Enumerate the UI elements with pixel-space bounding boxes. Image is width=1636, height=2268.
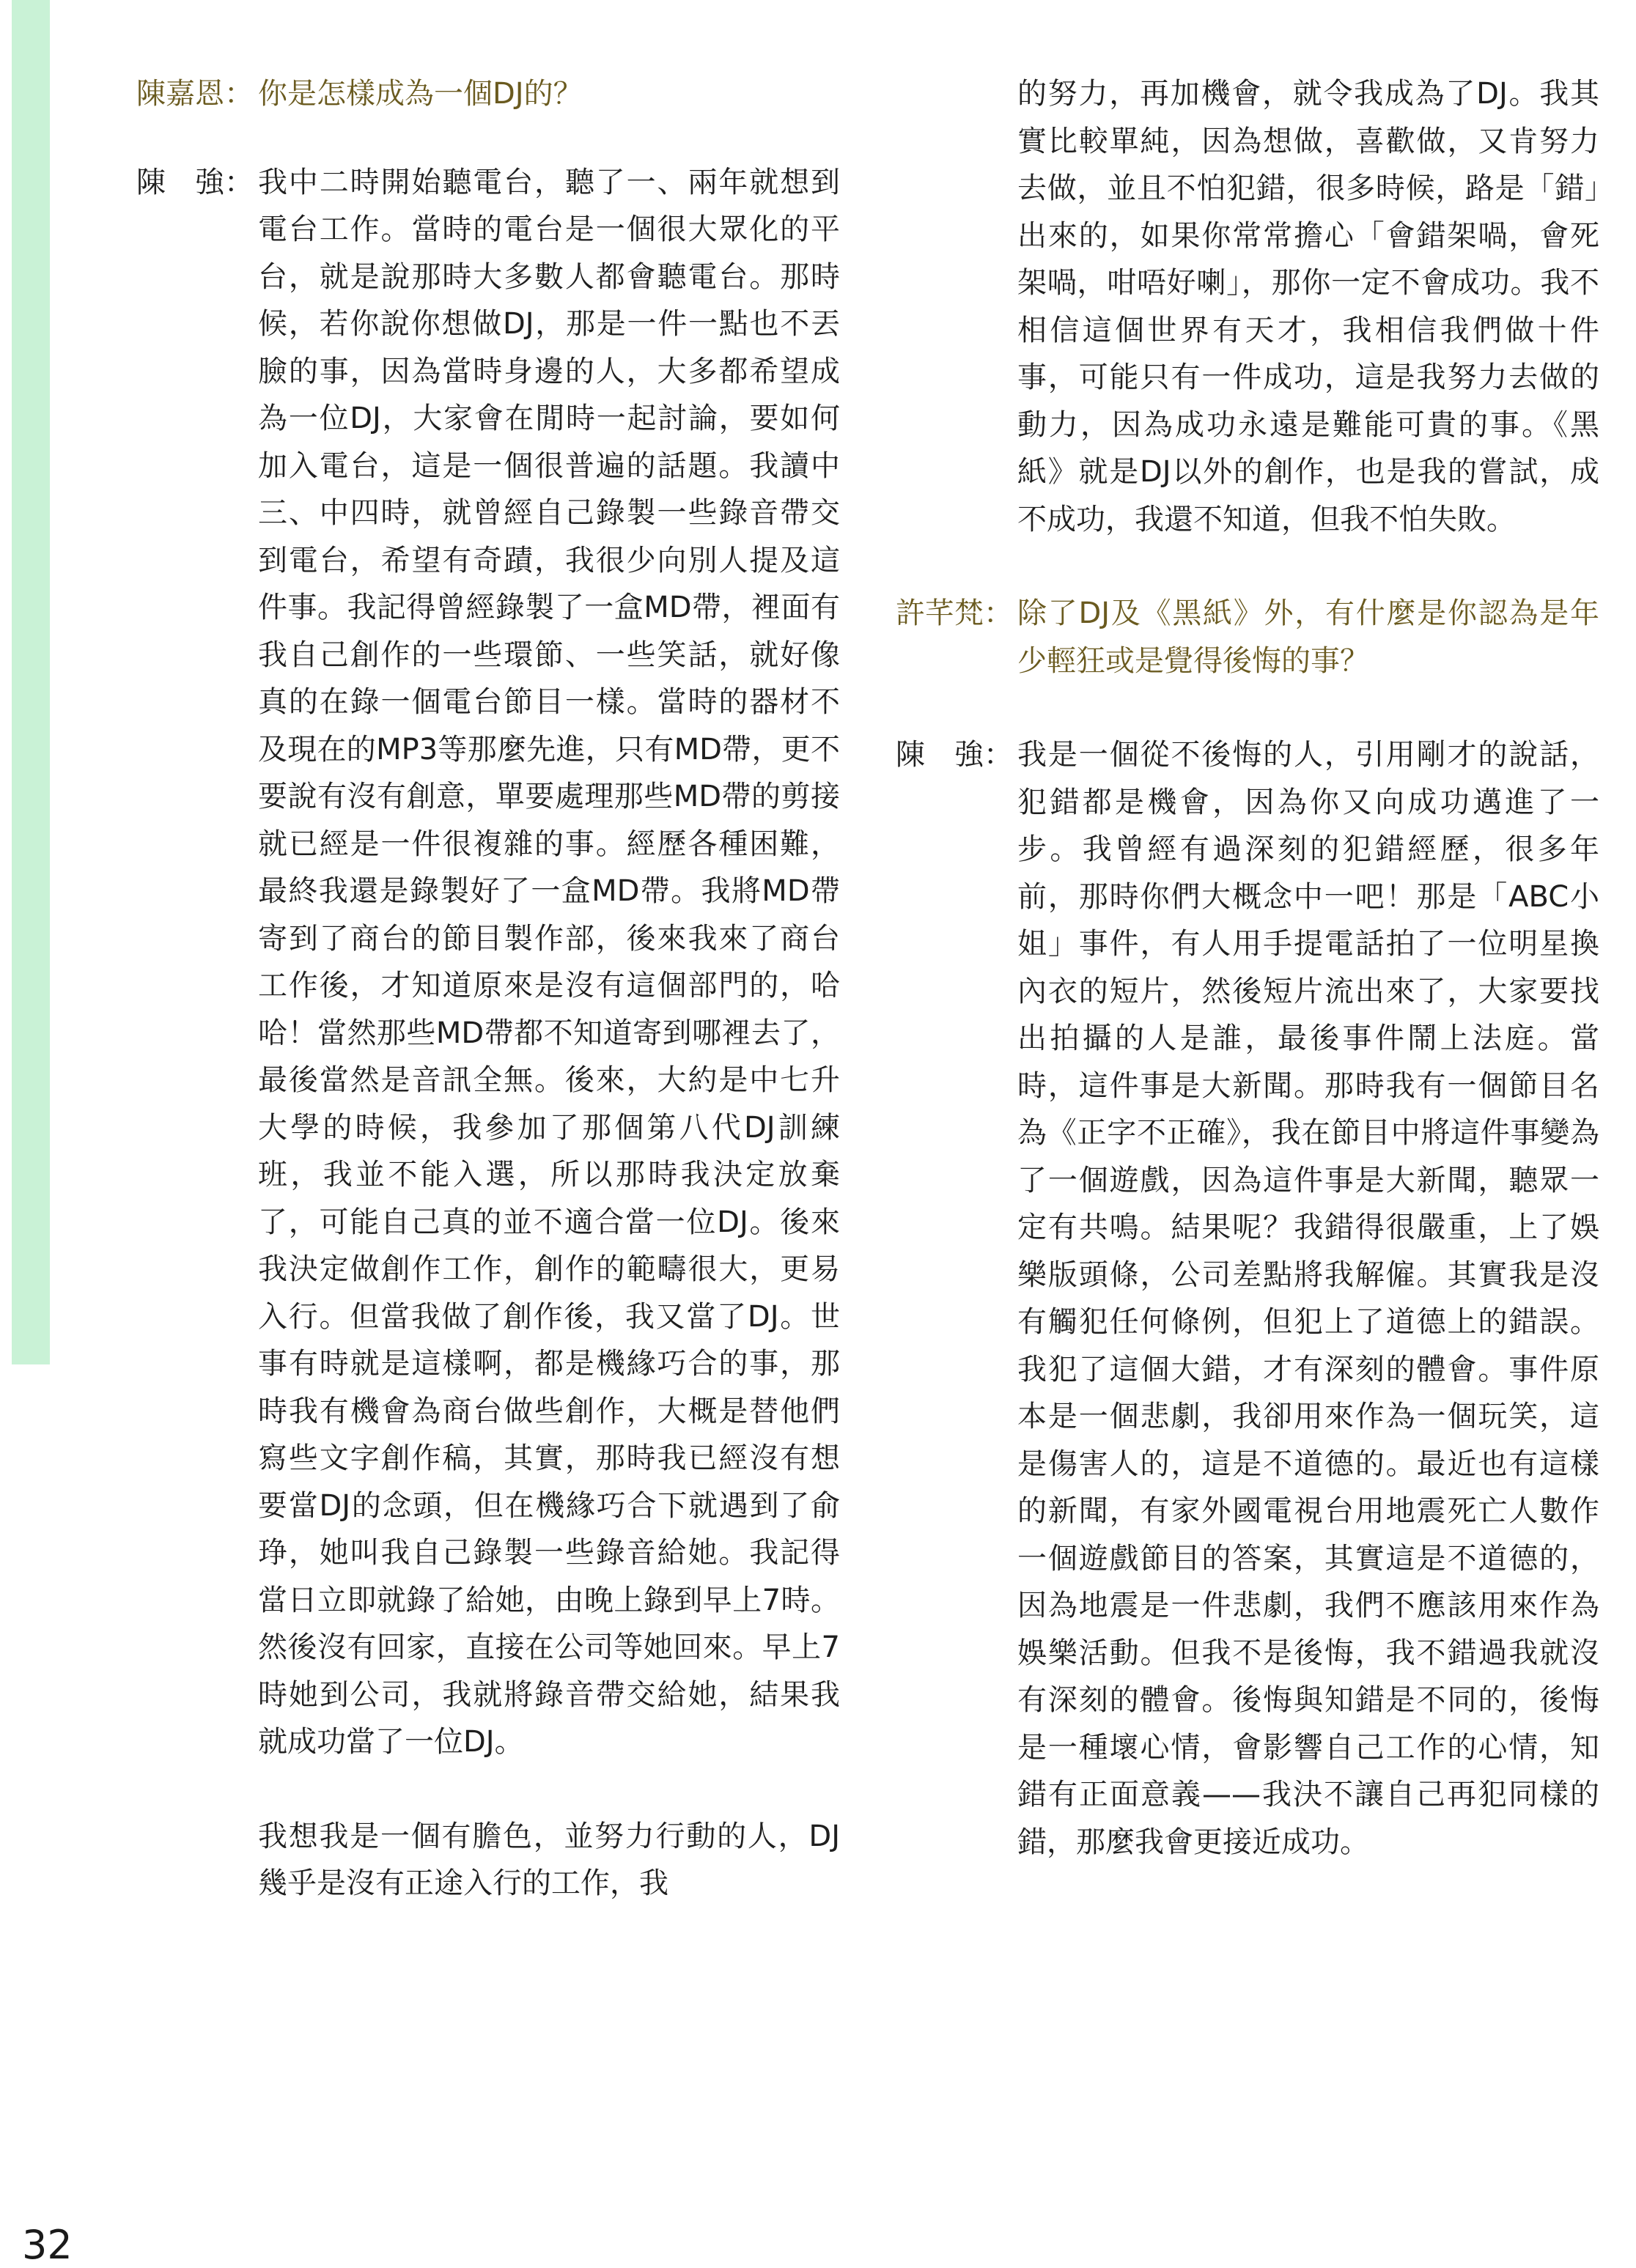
right-column <box>896 70 1599 1866</box>
question-text: 除了DJ及《黑紙》外，有什麼是你認為是年少輕狂或是覺得後悔的事？ <box>1017 596 1599 678</box>
speaker-label: 陳嘉恩： <box>136 77 254 111</box>
page-number: 32 <box>22 2222 73 2268</box>
answer-continuation: 的努力，再加機會，就令我成為了DJ。我其實比較單純，因為想做，喜歡做，又肯努力去做，並且不怕犯錯，很多時候，路是「錯」出來的，如果你常常擔心「會錯架喎，會死架喎，咁唔好喇」，那你一定不會成功。我不相信這個世界有天才，我相信我們做十件事，可能只有一件成功，這是我努力去做的動力，因為成功永遠是難能可貴的事。《黑紙》就是DJ以外的創作，也是我的嘗試，成不成功，我還不知道，但我不怕失敗。 <box>1017 77 1599 536</box>
answer-paragraph: 我想我是一個有膽色，並努力行動的人，DJ幾乎是沒有正途入行的工作，我 <box>258 1819 840 1900</box>
answer-text: 我是一個從不後悔的人，引用剛才的說話，犯錯都是機會，因為你又向成功邁進了一步。我曾經有過深刻的犯錯經歷，很多年前，那時你們大概念中一吧！那是「ABC小姐」事件，有人用手提電話拍了一位明星換內衣的短片，然後短片流出來了，大家要找出拍攝的人是誰，最後事件鬧上法庭。當時，這件事是大新聞。那時我有一個節目名為《正字不正確》，我在節目中將這件事變為了一個遊戲，因為這件事是大新聞，聽眾一定有共鳴。結果呢？我錯得很嚴重，上了娛樂版頭條，公司差點將我解僱。其實我是沒有觸犯任何條例，但犯上了道德上的錯誤。我犯了這個大錯，才有深刻的體會。事件原本是一個悲劇，我卻用來作為一個玩笑，這是傷害人的，這是不道德的。最近也有這樣的新聞，有家外國電視台用地震死亡人數作一個遊戲節目的答案，其實這是不道德的，因為地震是一件悲劇，我們不應該用來作為娛樂活動。但我不是後悔，我不錯過我就沒有深刻的體會。後悔與知錯是不同的，後悔是一種壞心情，會影響自己工作的心情，知錯有正面意義——我決不讓自己再犯同樣的錯，那麼我會更接近成功。 <box>1017 738 1599 1859</box>
speaker-label: 許芊梵： <box>896 596 1013 630</box>
question-text: 你是怎樣成為一個DJ的？ <box>258 77 583 111</box>
speaker-label: 陳 強： <box>136 165 254 199</box>
speaker-label: 陳 強： <box>896 738 1013 772</box>
left-column <box>136 70 840 1907</box>
question-2 <box>896 590 1599 684</box>
answer-text: 我中二時開始聽電台，聽了一、兩年就想到電台工作。當時的電台是一個很大眾化的平台，就是說那時大多數人都會聽電台。那時候，若你說你想做DJ，那是一件一點也不丟臉的事，因為當時身邊的人，大多都希望成為一位DJ，大家會在閒時一起討論，要如何加入電台，這是一個很普遍的話題。我讀中三、中四時，就曾經自己錄製一些錄音帶交到電台，希望有奇蹟，我很少向別人提及這件事。我記得曾經錄製了一盒MD帶，裡面有我自己創作的一些環節、一些笑話，就好像真的在錄一個電台節目一樣。當時的器材不及現在的MP3等那麼先進，只有MD帶，更不要說有沒有創意，單要處理那些MD帶的剪接就已經是一件很複雜的事。經歷各種困難，最終我還是錄製好了一盒MD帶。我將MD帶寄到了商台的節目製作部，後來我來了商台工作後，才知道原來是沒有這個部門的，哈哈！當然那些MD帶都不知道寄到哪裡去了，最後當然是音訊全無。後來，大約是中七升大學的時候，我參加了那個第八代DJ訓練班，我並不能入選，所以那時我決定放棄了，可能自己真的並不適合當一位DJ。後來我決定做創作工作，創作的範疇很大，更易入行。但當我做了創作後，我又當了DJ。世事有時就是這樣啊，都是機緣巧合的事，那時我有機會為商台做些創作，大概是替他們寫些文字創作稿，其實，那時我已經沒有想要當DJ的念頭，但在機緣巧合下就遇到了俞琤，她叫我自己錄製一些錄音給她。我記得當日立即就錄了給她，由晚上錄到早上7時。然後沒有回家，直接在公司等她回來。早上7時她到公司，我就將錄音帶交給她，結果我就成功當了一位DJ。 <box>258 165 840 1759</box>
answer-2 <box>896 731 1599 1866</box>
side-accent-bar <box>12 0 50 1364</box>
answer-1 <box>136 159 840 1766</box>
question-1 <box>136 70 840 118</box>
